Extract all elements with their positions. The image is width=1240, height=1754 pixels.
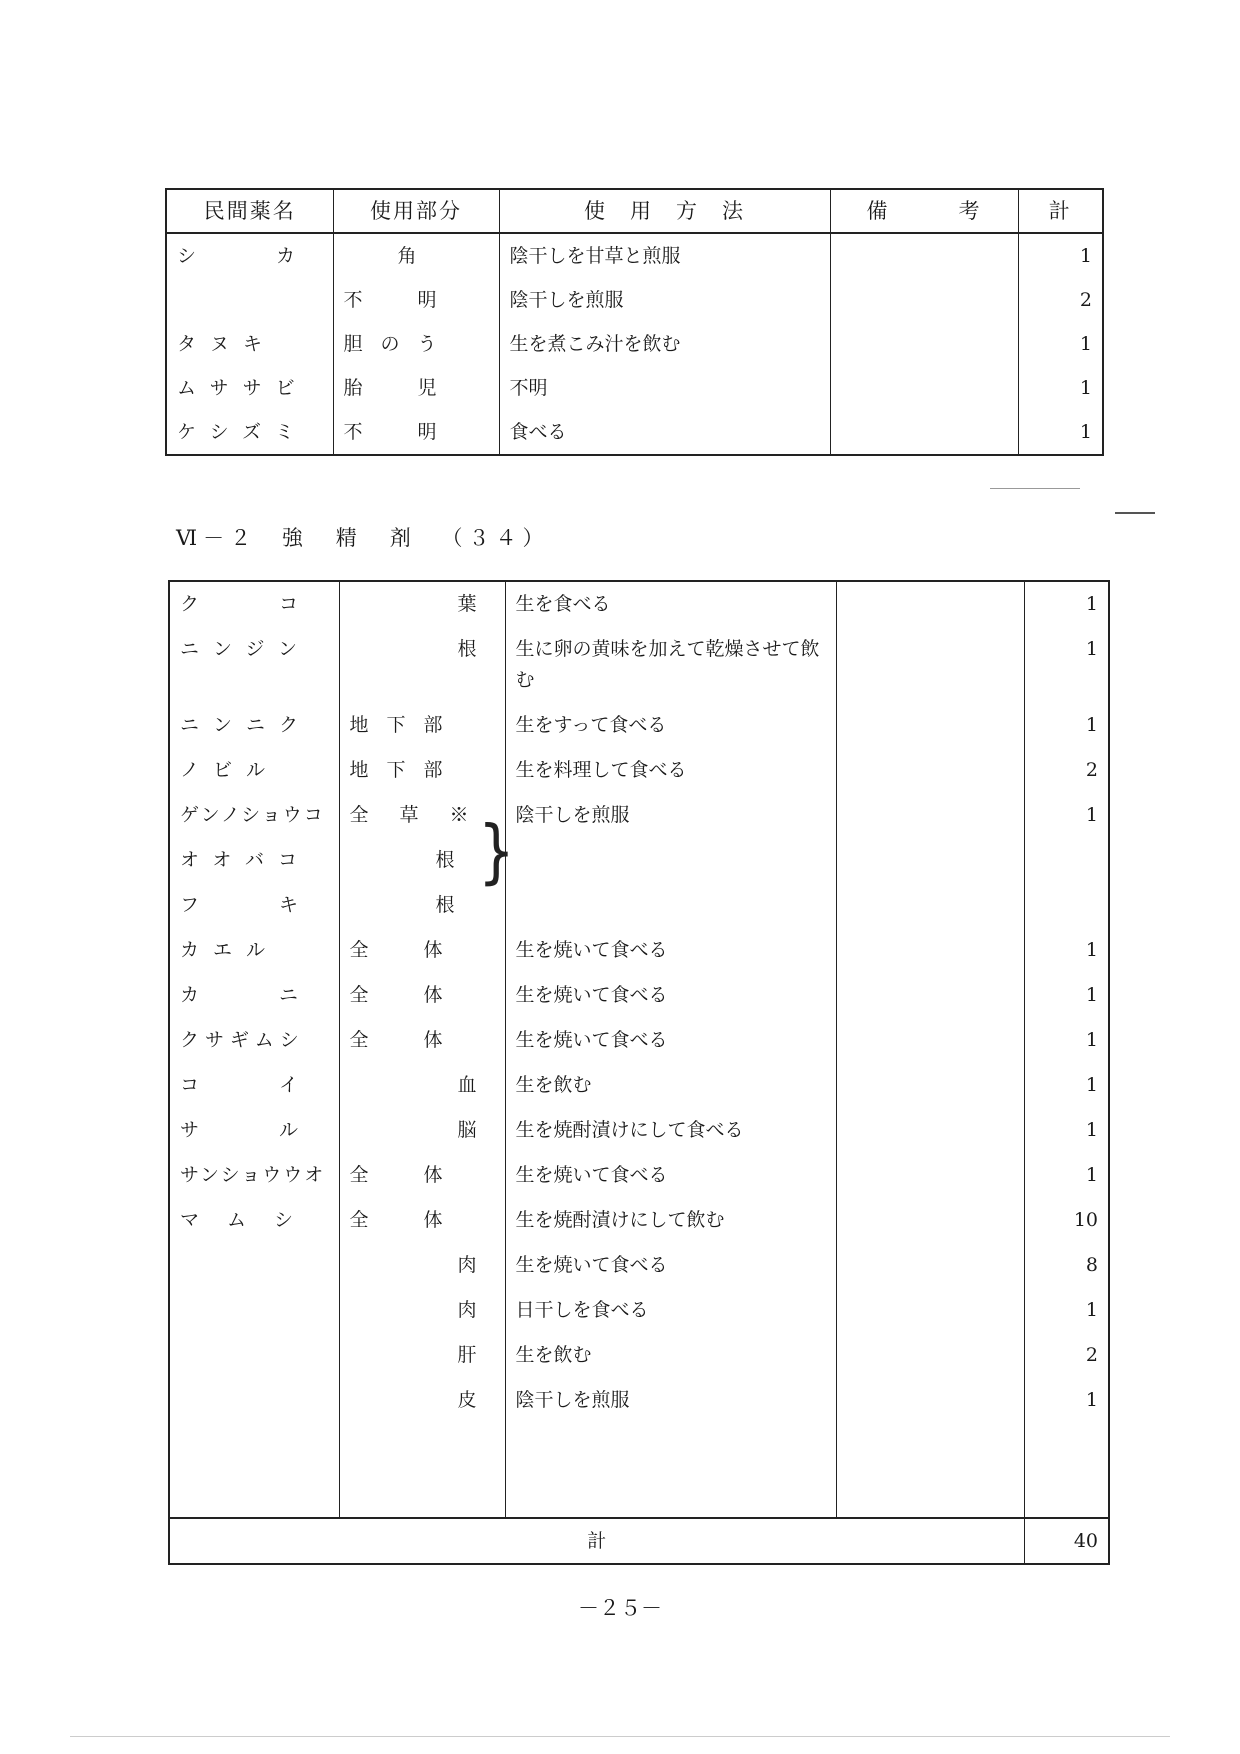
remedy-name: オオバコ xyxy=(169,838,339,883)
header-remarks: 備 考 xyxy=(830,189,1018,233)
table-row xyxy=(169,748,1109,793)
table-row xyxy=(169,1378,1109,1423)
section-count: （３４） xyxy=(441,526,550,550)
remarks xyxy=(836,581,1024,627)
count: 1 xyxy=(1024,1018,1109,1063)
remarks xyxy=(836,1108,1024,1153)
remedy-name: ムササビ xyxy=(166,366,333,410)
part-used: 血 xyxy=(339,1063,505,1108)
remarks xyxy=(836,1378,1024,1423)
remedy-name xyxy=(169,1243,339,1288)
remarks xyxy=(836,1018,1024,1063)
grouping-brace: } xyxy=(478,810,515,892)
count: 2 xyxy=(1018,278,1103,322)
remedy-name: コ イ xyxy=(169,1063,339,1108)
part-used: 全 体 xyxy=(339,1153,505,1198)
remedy-name: シ カ xyxy=(166,233,333,278)
remedy-name: カエル xyxy=(169,928,339,973)
usage-method: 食べる xyxy=(499,410,830,455)
remedy-table-1 xyxy=(165,188,1104,456)
page-number: －２５－ xyxy=(578,1596,662,1620)
header-usage-method: 使 用 方 法 xyxy=(499,189,830,233)
count xyxy=(1024,883,1109,928)
remedy-name: クサギムシ xyxy=(169,1018,339,1063)
table-row xyxy=(169,627,1109,703)
header-part-used: 使用部分 xyxy=(333,189,499,233)
remedy-name: マムシ xyxy=(169,1198,339,1243)
count: 10 xyxy=(1024,1198,1109,1243)
part-used: 根 xyxy=(339,838,505,883)
remedy-name xyxy=(169,1378,339,1423)
remarks xyxy=(836,838,1024,883)
table-row xyxy=(169,928,1109,973)
usage-method: 陰干しを煎服 xyxy=(499,278,830,322)
usage-method: 生をすって食べる xyxy=(505,703,836,748)
total-label: 計 xyxy=(169,1518,1024,1564)
count: 1 xyxy=(1018,233,1103,278)
usage-method: 生を飲む xyxy=(505,1063,836,1108)
remarks xyxy=(830,278,1018,322)
part-used: 不 明 xyxy=(333,278,499,322)
remarks xyxy=(836,1063,1024,1108)
usage-method: 生を焼いて食べる xyxy=(505,1153,836,1198)
count: 8 xyxy=(1024,1243,1109,1288)
usage-method: 生を焼いて食べる xyxy=(505,973,836,1018)
count xyxy=(1024,838,1109,883)
table-row xyxy=(166,278,1103,322)
usage-method: 不明 xyxy=(499,366,830,410)
scan-noise-mark xyxy=(990,488,1080,489)
table-row xyxy=(169,883,1109,928)
remedy-name: サンショウウオ xyxy=(169,1153,339,1198)
table-row xyxy=(169,838,1109,883)
part-used: 不 明 xyxy=(333,410,499,455)
part-used: 皮 xyxy=(339,1378,505,1423)
table-header-row xyxy=(166,189,1103,233)
count: 2 xyxy=(1024,1333,1109,1378)
total-value: 40 xyxy=(1024,1518,1109,1564)
table-row xyxy=(169,1108,1109,1153)
table-row xyxy=(169,1153,1109,1198)
remarks xyxy=(836,973,1024,1018)
part-used: 地下部 xyxy=(339,703,505,748)
usage-method: 生に卵の黄味を加えて乾燥させて飲む xyxy=(505,627,836,703)
scan-noise-mark xyxy=(1115,512,1155,514)
remarks xyxy=(836,1243,1024,1288)
count: 1 xyxy=(1024,627,1109,703)
table-row xyxy=(169,793,1109,838)
remedy-name xyxy=(169,1288,339,1333)
usage-method: 生を焼酎漬けにして食べる xyxy=(505,1108,836,1153)
usage-method: 生を焼いて食べる xyxy=(505,1018,836,1063)
table-row xyxy=(166,410,1103,455)
part-used: 全 体 xyxy=(339,928,505,973)
usage-method: 生を食べる xyxy=(505,581,836,627)
remedy-table-2 xyxy=(168,580,1110,1565)
remarks xyxy=(836,627,1024,703)
table-spacer-row xyxy=(169,1423,1109,1518)
part-used: 全 体 xyxy=(339,973,505,1018)
usage-method: 陰干しを甘草と煎服 xyxy=(499,233,830,278)
part-used: 根 xyxy=(339,883,505,928)
part-used: 脳 xyxy=(339,1108,505,1153)
count: 1 xyxy=(1024,1063,1109,1108)
part-used: 根 xyxy=(339,627,505,703)
remarks xyxy=(830,410,1018,455)
count: 2 xyxy=(1024,748,1109,793)
remedy-name xyxy=(166,278,333,322)
remedy-name: ケシズミ xyxy=(166,410,333,455)
table-row xyxy=(169,703,1109,748)
table-row xyxy=(169,1198,1109,1243)
usage-method: 生を焼いて食べる xyxy=(505,928,836,973)
header-count: 計 xyxy=(1018,189,1103,233)
section-title: 強 精 剤 xyxy=(281,526,417,550)
count: 1 xyxy=(1024,793,1109,838)
count: 1 xyxy=(1024,973,1109,1018)
remarks xyxy=(836,793,1024,838)
table-row xyxy=(166,322,1103,366)
remarks xyxy=(836,703,1024,748)
remarks xyxy=(830,322,1018,366)
part-used: 肉 xyxy=(339,1243,505,1288)
usage-method: 陰干しを煎服 xyxy=(505,1378,836,1423)
remarks xyxy=(836,1333,1024,1378)
remedy-name: ニンジン xyxy=(169,627,339,703)
remedy-name: タヌキ xyxy=(166,322,333,366)
usage-method: 生を煮こみ汁を飲む xyxy=(499,322,830,366)
remedy-name: ゲンノショウコ xyxy=(169,793,339,838)
remarks xyxy=(830,233,1018,278)
table-row xyxy=(169,1018,1109,1063)
usage-method: 生を料理して食べる xyxy=(505,748,836,793)
scan-noise-mark xyxy=(70,1736,1170,1737)
remedy-name: ノビル xyxy=(169,748,339,793)
count: 1 xyxy=(1018,366,1103,410)
usage-method: 陰干しを煎服 xyxy=(505,793,836,838)
remarks xyxy=(836,928,1024,973)
count: 1 xyxy=(1024,1108,1109,1153)
table-row xyxy=(169,1063,1109,1108)
table-row xyxy=(169,1333,1109,1378)
usage-method: 生を飲む xyxy=(505,1333,836,1378)
remarks xyxy=(836,1153,1024,1198)
part-used: 角 xyxy=(333,233,499,278)
remarks xyxy=(836,1198,1024,1243)
remedy-name: ク コ xyxy=(169,581,339,627)
header-remedy-name: 民間薬名 xyxy=(166,189,333,233)
table-row xyxy=(169,1288,1109,1333)
table-row xyxy=(166,233,1103,278)
remarks xyxy=(830,366,1018,410)
remedy-name: カ ニ xyxy=(169,973,339,1018)
section-heading xyxy=(176,522,550,552)
count: 1 xyxy=(1018,410,1103,455)
part-used: 胎 児 xyxy=(333,366,499,410)
remarks xyxy=(836,883,1024,928)
count: 1 xyxy=(1024,703,1109,748)
part-used: 胆のう xyxy=(333,322,499,366)
count: 1 xyxy=(1024,1153,1109,1198)
usage-method: 生を焼酎漬けにして飲む xyxy=(505,1198,836,1243)
remedy-name: サ ル xyxy=(169,1108,339,1153)
usage-method: 日干しを食べる xyxy=(505,1288,836,1333)
count: 1 xyxy=(1024,1378,1109,1423)
section-number: Ⅵ－２ xyxy=(176,526,258,550)
count: 1 xyxy=(1024,1288,1109,1333)
part-used: 全 体 xyxy=(339,1018,505,1063)
count: 1 xyxy=(1018,322,1103,366)
part-used: 葉 xyxy=(339,581,505,627)
usage-method xyxy=(505,838,836,883)
count: 1 xyxy=(1024,581,1109,627)
remarks xyxy=(836,1288,1024,1333)
table-row xyxy=(169,1243,1109,1288)
remedy-name: ニンニク xyxy=(169,703,339,748)
table-row xyxy=(166,366,1103,410)
part-used: 全 草 ※ xyxy=(339,793,505,838)
remedy-name: フ キ xyxy=(169,883,339,928)
usage-method: 生を焼いて食べる xyxy=(505,1243,836,1288)
part-used: 肉 xyxy=(339,1288,505,1333)
remarks xyxy=(836,748,1024,793)
part-used: 地下部 xyxy=(339,748,505,793)
table-row xyxy=(169,581,1109,627)
total-row xyxy=(169,1518,1109,1564)
count: 1 xyxy=(1024,928,1109,973)
usage-method xyxy=(505,883,836,928)
part-used: 肝 xyxy=(339,1333,505,1378)
remedy-name xyxy=(169,1333,339,1378)
part-used: 全 体 xyxy=(339,1198,505,1243)
table-row xyxy=(169,973,1109,1018)
